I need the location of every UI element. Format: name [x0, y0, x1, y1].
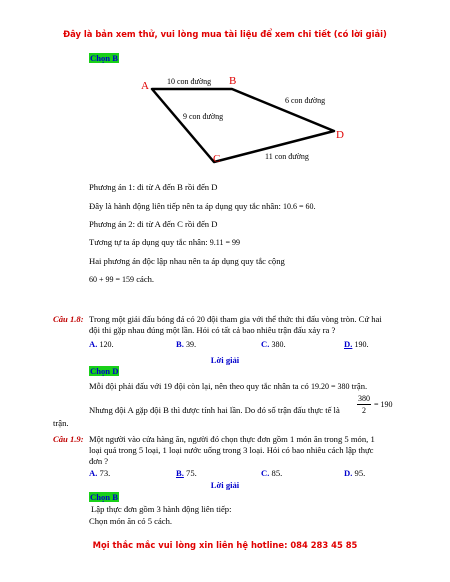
- sol1-line5: Hai phương án độc lập nhau nên ta áp dụng quy tắc cộng: [89, 256, 285, 266]
- q18-sol-line1: Mỗi đội phải đấu với 19 đội còn lại, nên theo quy tắc nhân ta có 19.20 = 380 trận.: [89, 381, 368, 391]
- answer-choice: Chọn B: [90, 53, 118, 63]
- q18-sol-line3: trận.: [53, 418, 69, 428]
- q18-line1: Trong một giải đấu bóng đá có 20 đội tham gia với thể thức thi đấu vòng tròn. Cứ hai: [89, 314, 382, 324]
- label-ab: 10 con đường: [167, 77, 212, 86]
- q19-solution-title: Lời giải: [210, 480, 240, 490]
- q19-sol-line2: Chọn món ăn có 5 cách.: [89, 516, 173, 526]
- q18-option-d[interactable]: D. 190.: [344, 339, 369, 349]
- q19-label: Câu 1.9:: [53, 434, 84, 444]
- q19-answer-choice: Chọn B: [90, 492, 118, 502]
- q19-sol-line1: Lập thực đơn gồm 3 hành động liên tiếp:: [91, 504, 232, 514]
- vertex-a: A: [141, 80, 149, 92]
- q18-option-b[interactable]: B. 39.: [176, 339, 197, 349]
- vertex-c: C: [213, 153, 221, 165]
- q18-solution-title: Lời giải: [210, 355, 240, 365]
- q19-option-a[interactable]: A. 73.: [89, 468, 111, 478]
- q18-option-a[interactable]: A. 120.: [89, 339, 114, 349]
- vertex-d: D: [336, 129, 344, 141]
- route-diagram: [130, 72, 360, 172]
- q19-option-d[interactable]: D. 95.: [344, 468, 366, 478]
- q18-fraction-result: = 190: [374, 400, 393, 409]
- sol1-line2: Đây là hành động liên tiếp nên ta áp dụng quy tắc nhân: 10.6 = 60.: [89, 201, 316, 211]
- q19-option-c[interactable]: C. 85.: [261, 468, 283, 478]
- q18-label: Câu 1.8:: [53, 314, 84, 324]
- q18-answer-choice: Chọn D: [90, 366, 119, 376]
- q19-line3: đơn ?: [89, 456, 109, 466]
- label-cd: 11 con đường: [265, 152, 309, 161]
- header-banner: Đây là bản xem thử, vui lòng mua tài liệu để xem chi tiết (có lời giải): [63, 29, 387, 39]
- q19-line1: Một người vào cửa hàng ăn, người đó chọn thực đơn gồm 1 món ăn trong 5 món, 1: [89, 434, 375, 444]
- sol1-line3: Phương án 2: đi từ A đến C rồi đến D: [89, 219, 218, 229]
- q19-line2: loại quả trong 5 loại, 1 loại nước uống trong 3 loại. Hỏi có bao nhiêu cách lập thực: [89, 445, 374, 455]
- q18-line2: đội thi gặp nhau đúng một lần. Hỏi có tất cả bao nhiêu trận đấu xảy ra ?: [89, 325, 336, 335]
- footer-banner: Mọi thắc mắc vui lòng xin liên hệ hotline: 084 283 45 85: [92, 540, 358, 550]
- label-bd: 6 con đường: [285, 96, 326, 105]
- sol1-line4: Tương tự ta áp dụng quy tắc nhân: 9.11 = 99: [89, 237, 241, 247]
- q18-sol-line2: Nhưng đội A gặp đội B thì được tính hai lần. Do đó số trận đấu thực tế là: [89, 405, 340, 415]
- sol1-line6: 60 + 99 = 159 cách.: [89, 274, 155, 284]
- label-ac: 9 con đường: [183, 112, 224, 121]
- sol1-line1: Phương án 1: đi từ A đến B rồi đến D: [89, 182, 218, 192]
- q18-fraction: 380 2: [358, 394, 370, 415]
- q19-option-b[interactable]: B. 75.: [176, 468, 197, 478]
- vertex-b: B: [229, 75, 237, 87]
- q18-option-c[interactable]: C. 380.: [261, 339, 286, 349]
